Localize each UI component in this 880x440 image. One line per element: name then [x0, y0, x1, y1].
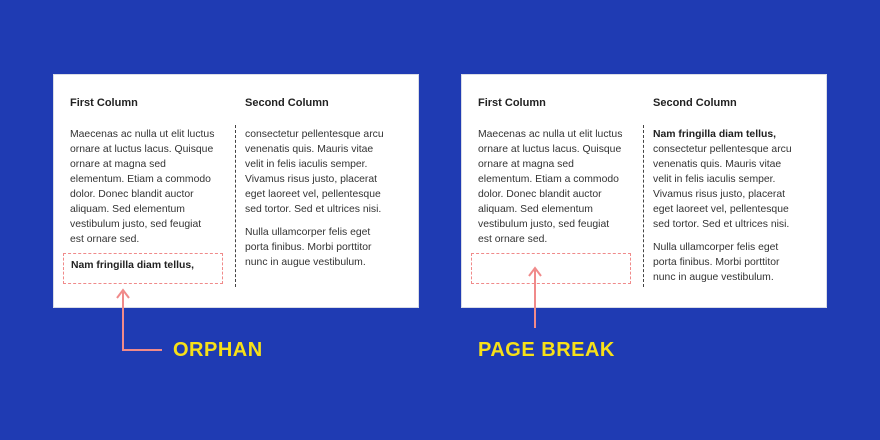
text-line: Maecenas ac nulla ut elit luctus — [478, 129, 623, 140]
text-line: venenatis quis. Mauris vitae — [245, 144, 374, 155]
moved-bold-line: Nam fringilla diam tellus, — [653, 129, 776, 140]
text-line: vestibulum justo, sed feugiat — [478, 219, 610, 230]
text-line: Nulla ullamcorper felis eget — [653, 242, 779, 253]
text-line: sed tortor. Sed et ultrices nisi. — [653, 219, 790, 230]
text-line: consectetur pellentesque arcu — [653, 144, 792, 155]
text-line: dolor. Donec blandit auctor — [478, 189, 602, 200]
text-line: est ornare sed. — [70, 234, 140, 245]
orphan-label: ORPHAN — [173, 339, 263, 361]
text-line: consectetur pellentesque arcu — [245, 129, 384, 140]
orphan-arrow — [117, 290, 162, 350]
first-column-heading: First Column — [478, 97, 546, 109]
text-line: aliquam. Sed elementum — [478, 204, 593, 215]
text-line: Vivamus risus justo, placerat — [245, 174, 378, 185]
text-line: velit in felis iaculis semper. — [245, 159, 368, 170]
text-line: ornare at luctus lacus. Quisque — [478, 144, 622, 155]
text-line: vestibulum justo, sed feugiat — [70, 219, 202, 230]
text-line: eget laoreet vel, pellentesque — [245, 189, 381, 200]
text-line: elementum. Etiam a commodo — [70, 174, 211, 185]
orphan-line: Nam fringilla diam tellus, — [71, 260, 194, 271]
text-line: est ornare sed. — [478, 234, 548, 245]
page-break-label: PAGE BREAK — [478, 339, 615, 361]
text-line: aliquam. Sed elementum — [70, 204, 185, 215]
text-line: venenatis quis. Mauris vitae — [653, 159, 782, 170]
first-column-heading: First Column — [70, 97, 138, 109]
text-line: nunc in augue vestibulum. — [653, 272, 774, 283]
text-line: Vivamus risus justo, placerat — [653, 189, 786, 200]
text-line: nunc in augue vestibulum. — [245, 257, 366, 268]
text-line: sed tortor. Sed et ultrices nisi. — [245, 204, 382, 215]
second-column-heading: Second Column — [245, 97, 329, 109]
text-line: eget laoreet vel, pellentesque — [653, 204, 789, 215]
text-line: dolor. Donec blandit auctor — [70, 189, 194, 200]
text-line: ornare at magna sed — [478, 159, 574, 170]
text-line: velit in felis iaculis semper. — [653, 174, 776, 185]
page-break-arrow — [529, 268, 541, 328]
text-line: porta finibus. Morbi porttitor — [245, 242, 372, 253]
text-line: ornare at magna sed — [70, 159, 166, 170]
second-column-heading: Second Column — [653, 97, 737, 109]
text-line: Nulla ullamcorper felis eget — [245, 227, 371, 238]
text-line: ornare at luctus lacus. Quisque — [70, 144, 214, 155]
text-line: elementum. Etiam a commodo — [478, 174, 619, 185]
text-line: Maecenas ac nulla ut elit luctus — [70, 129, 215, 140]
text-line: porta finibus. Morbi porttitor — [653, 257, 780, 268]
